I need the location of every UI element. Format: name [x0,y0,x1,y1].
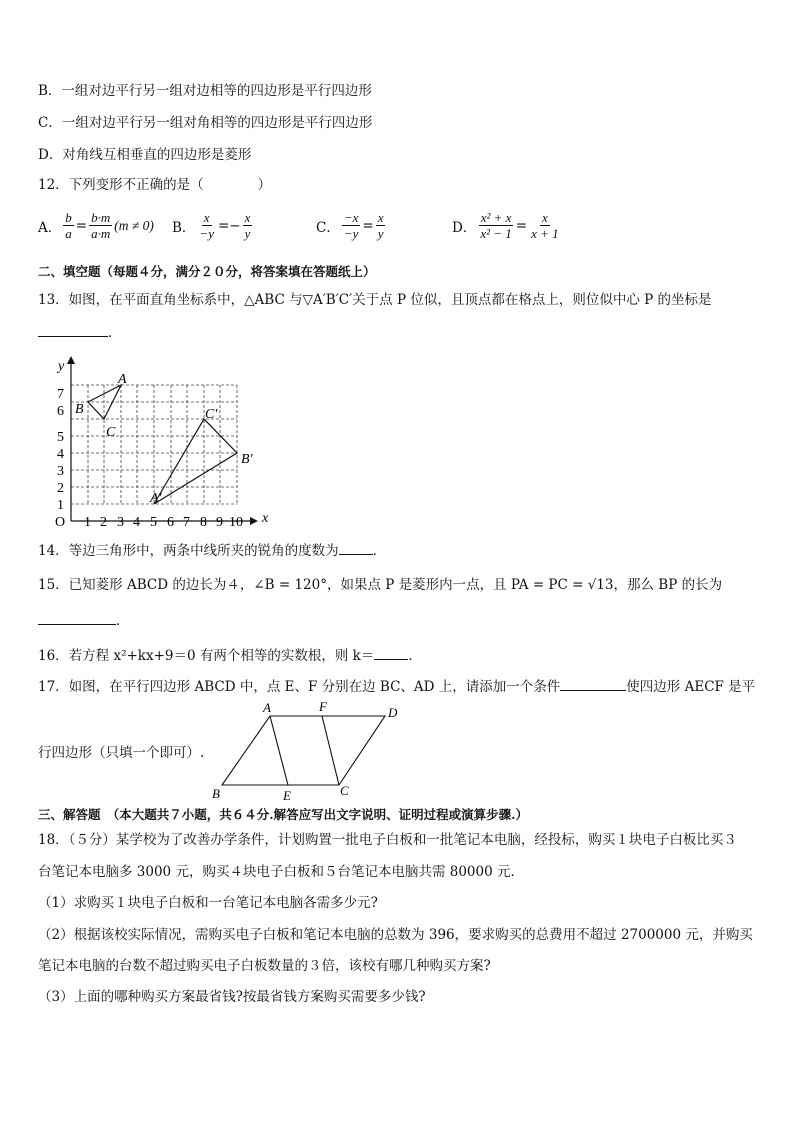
period: ． [116,613,130,629]
segment-ae [270,716,288,785]
origin-label: O [55,515,66,530]
answer-blank[interactable] [374,645,408,660]
q14 [38,540,386,561]
vertex-a-label: A [263,700,271,715]
x-tick-label: 9 [216,515,223,530]
vertex-d-label: D [388,705,398,720]
q18-stem-line1: 18．（５分）某学校为了改善办学条件，计划购置一批电子白板和一批笔记本电脑，经投标，购买１块电子白板比买３ [38,832,737,848]
q15-stem: 15．已知菱形 ABCD 的边长为４，∠B = 120°，如果点 P 是菱形内一点，且 PA = PC = √13，那么 BP 的长为 [38,577,723,593]
q18-part2-line2: 笔记本电脑的台数不超过购买电子白板数量的３倍，该校有哪几种购买方案? [38,958,491,974]
answer-blank[interactable] [560,676,626,691]
vertex-a-prime-label: A′ [150,491,162,506]
minus-sign: − [229,217,241,234]
q12-option-d-label: D． [452,219,477,236]
fraction-denominator: a [65,226,72,241]
point-e-label: E [283,788,291,803]
q12-option-b-label: B． [172,219,196,236]
x-axis-arrow-icon [250,517,258,525]
period: ． [372,543,387,559]
equals-sign: = [217,217,230,234]
fraction-numerator: b·m [91,210,111,225]
fraction-numerator: b [65,210,72,225]
y-tick-label: 5 [57,430,64,445]
q18-part2-line1: （2）根据该校实际情况，需购买电子白板和笔记本电脑的总数为 396，要求购买的总费用不超过 2700000 元，并购买 [38,927,753,943]
vertex-a-label: A [118,372,127,387]
q12-option-a-label: A． [38,219,62,236]
fraction-numerator: −x [343,210,359,225]
vertex-b-label: B [212,786,220,801]
q12-option-c-label: C． [316,219,340,236]
equals-sign: = [75,217,88,234]
fraction-numerator: x [203,210,210,225]
q12-a-condition: (m ≠ 0) [114,217,154,233]
vertex-c-label: C [340,783,349,798]
period: ． [408,648,422,664]
equals-sign: = [515,217,528,234]
q12-option-a [38,210,154,241]
equals-sign: = [362,217,374,234]
grid-lines [71,385,237,504]
q17-parallelogram-figure [205,700,405,806]
x-tick-label: 3 [117,515,124,530]
y-tick-label: 1 [57,498,64,513]
q13-coordinate-figure [45,352,285,534]
y-tick-label: 4 [57,447,64,462]
q18-part3: （3）上面的哪种购买方案最省钱?按最省钱方案购买需要多少钱? [38,989,426,1005]
x-tick-label: 1 [84,515,91,530]
q16-stem: 16．若方程 x²+kx+9＝0 有两个相等的实数根，则 k＝ [38,648,375,664]
q14-stem: 14．等边三角形中，两条中线所夹的锐角的度数为 [38,543,339,559]
x-axis-label: x [262,511,269,526]
answer-blank[interactable] [339,540,373,555]
q17-stem-continued: 使四边形 AECF 是平 [626,679,756,695]
fraction-numerator: x [244,210,251,225]
q12-b-lhs-fraction [197,210,216,241]
q15-answer-line [38,610,130,631]
fraction-numerator: x [377,210,384,225]
y-tick-label: 3 [57,464,64,479]
triangle-a2b2c2 [154,419,237,504]
x-tick-label: 5 [150,515,157,530]
q13-stem: 13．如图，在平面直角坐标系中，△ABC 与▽A′B′C′关于点 P 位似，且顶点都在格点上，则位似中心 P 的坐标是 [38,292,712,308]
x-tick-label: 8 [200,515,207,530]
x-tick-label: 2 [100,515,107,530]
x-tick-label: 7 [183,515,190,530]
x-tick-label: 4 [133,515,140,530]
q12-d-rhs-fraction [529,210,561,241]
q11-option-d: D．对角线互相垂直的四边形是菱形 [38,147,252,163]
fraction-denominator: x + 1 [531,226,559,241]
vertex-b-prime-label: B′ [241,452,253,467]
fraction-denominator: −y [343,226,359,241]
fraction-denominator: y [377,226,384,241]
section-heading-solve: 三、解答题 （本大题共７小题，共６４分.解答应写出文字说明、证明过程或演算步骤.） [38,807,528,822]
q11-option-c: C．一组对边平行另一组对角相等的四边形是平行四边形 [38,115,373,131]
q12-a-rhs-fraction [89,210,112,241]
q12-option-b [172,210,254,241]
q12-d-lhs-fraction [478,210,513,241]
y-axis-label: y [58,359,65,374]
q17 [38,676,755,697]
q16 [38,645,422,666]
x-tick-label: 6 [167,515,174,530]
q18-part1: （1）求购买１块电子白板和一台笔记本电脑各需多少元? [38,895,378,911]
point-f-label: F [319,700,327,714]
q11-option-b: B．一组对边平行另一组对边相等的四边形是平行四边形 [38,83,372,99]
fraction-denominator: −y [199,226,214,241]
vertex-b-label: B [75,402,84,417]
y-tick-label: 6 [57,404,64,419]
q17-stem: 17．如图，在平行四边形 ABCD 中，点 E、F 分别在边 BC、AD 上，请添加一个条件 [38,679,561,695]
q17-stem-end: 行四边形（只填一个即可）. [38,745,205,761]
period: ． [108,325,122,341]
y-tick-label: 2 [57,481,64,496]
q13-answer-line [38,322,122,343]
vertex-c-prime-label: C′ [205,407,218,422]
fraction-denominator: y [244,226,251,241]
answer-blank[interactable] [38,322,108,337]
q12-stem: 12．下列变形不正确的是（ ） [38,177,272,193]
section-heading-fill-in: 二、填空题（每题４分，满分２０分，将答案填在答题纸上） [38,264,376,279]
fraction-denominator: a·m [91,226,111,241]
y-axis-arrow-icon [67,356,75,364]
parallelogram-abcd [222,716,385,785]
fraction-denominator: x² − 1 [480,226,512,241]
q12-option-d [452,210,563,241]
q12-c-rhs-fraction [376,210,386,241]
answer-blank[interactable] [38,610,116,625]
q18-stem-line2: 台笔记本电脑多 3000 元，购买４块电子白板和５台笔记本电脑共需 80000 元． [38,864,524,880]
vertex-c-label: C [106,425,116,440]
q12-option-c [316,210,387,241]
fraction-numerator: x [541,210,548,225]
q12-b-rhs-fraction [243,210,253,241]
y-tick-label: 7 [57,387,64,402]
q12-c-lhs-fraction [342,210,361,241]
segment-fc [322,716,339,785]
fraction-numerator: x² + x [480,210,512,225]
x-tick-label: 10 [229,515,243,530]
q12-a-lhs-fraction [63,210,74,241]
